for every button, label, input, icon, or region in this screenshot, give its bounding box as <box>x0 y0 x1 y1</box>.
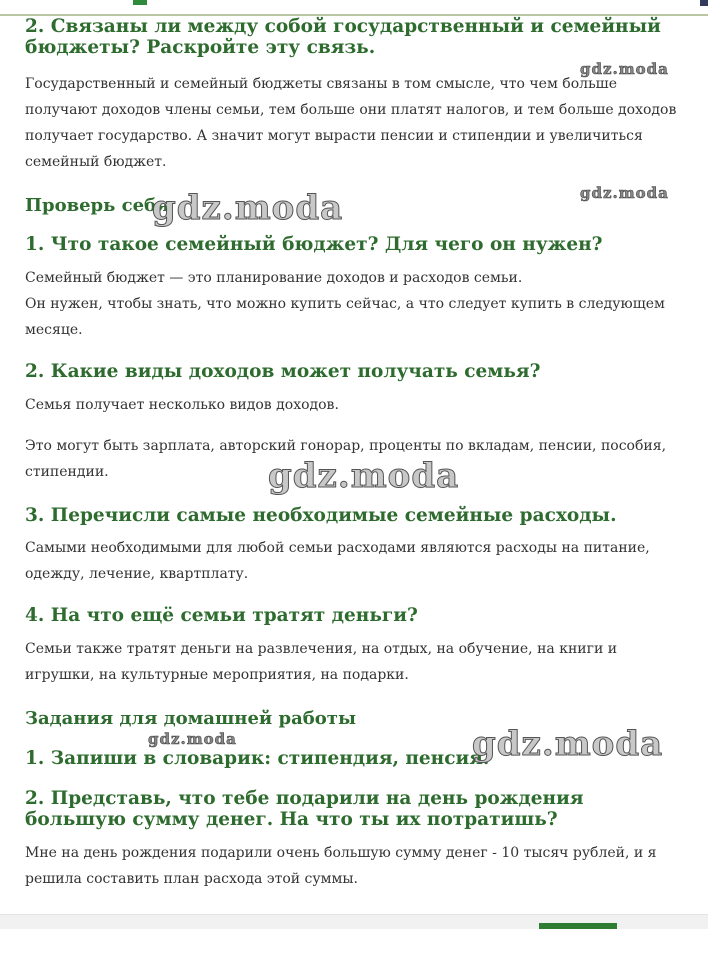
question-heading-state-family-budget: 2. Связаны ли между собой государственный и семейный бюджеты? Раскройте эту связь. <box>25 16 661 58</box>
section-title-homework: Задания для домашней работы <box>25 708 356 729</box>
top-strip <box>0 0 708 16</box>
answer-income-types-list: Это могут быть зарплата, авторский гонорар, проценты по вкладам, пенсии, пособия, стипендии. <box>25 438 667 480</box>
watermark-logo: gdz.moda <box>268 456 460 496</box>
watermark-logo: gdz.moda <box>148 730 237 748</box>
answer-birthday-money: Мне на день рождения подарили очень большую сумму денег - 10 тысяч рублей, и я решила составить план расхода этой суммы. <box>25 845 657 887</box>
answer-state-family-budget: Государственный и семейный бюджеты связаны в том смысле, что чем больше получают доходов члены семьи, тем больше они платят налогов, и тем больше доходов получает государство. А значит могут вырасти пенсии и стипендии и увеличиться семейный бюджет. <box>25 76 677 170</box>
watermark-logo: gdz.moda <box>152 188 344 228</box>
watermark-logo: gdz.moda <box>580 184 669 202</box>
answer-necessary-expenses: Самыми необходимыми для любой семьи расходами являются расходы на питание, одежду, лечение, квартплату. <box>25 540 650 582</box>
bottom-green-tab[interactable] <box>539 923 617 929</box>
answer-family-budget-definition: Семейный бюджет — это планирование доходов и расходов семьи. <box>25 270 523 286</box>
task-heading-birthday-money: 2. Представь, что тебе подарили на день рождения большую сумму денег. На что ты их потратишь? <box>25 788 584 830</box>
bottom-bar <box>0 914 708 929</box>
watermark-logo: gdz.moda <box>472 724 664 764</box>
question-heading-other-spending: 4. На что ещё семьи тратят деньги? <box>25 605 418 626</box>
question-heading-income-types: 2. Какие виды доходов может получать семья? <box>25 361 541 382</box>
answer-other-spending: Семьи также тратят деньги на развлечения, на отдых, на обучение, на книги и игрушки, на культурные мероприятия, на подарки. <box>25 641 618 683</box>
top-green-marker <box>133 0 147 5</box>
question-heading-family-budget: 1. Что такое семейный бюджет? Для чего он нужен? <box>25 234 603 255</box>
task-heading-dictionary: 1. Запиши в словарик: стипендия, пенсия. <box>25 748 490 769</box>
answer-family-budget-purpose: Он нужен, чтобы знать, что можно купить сейчас, а что следует купить в следующем месяце. <box>25 296 665 338</box>
answer-income-types-intro: Семья получает несколько видов доходов. <box>25 397 339 413</box>
top-dark-marker <box>700 0 708 6</box>
watermark-logo: gdz.moda <box>580 60 669 78</box>
section-title-check-yourself: Проверь себя <box>25 195 170 216</box>
question-heading-necessary-expenses: 3. Перечисли самые необходимые семейные расходы. <box>25 505 617 526</box>
